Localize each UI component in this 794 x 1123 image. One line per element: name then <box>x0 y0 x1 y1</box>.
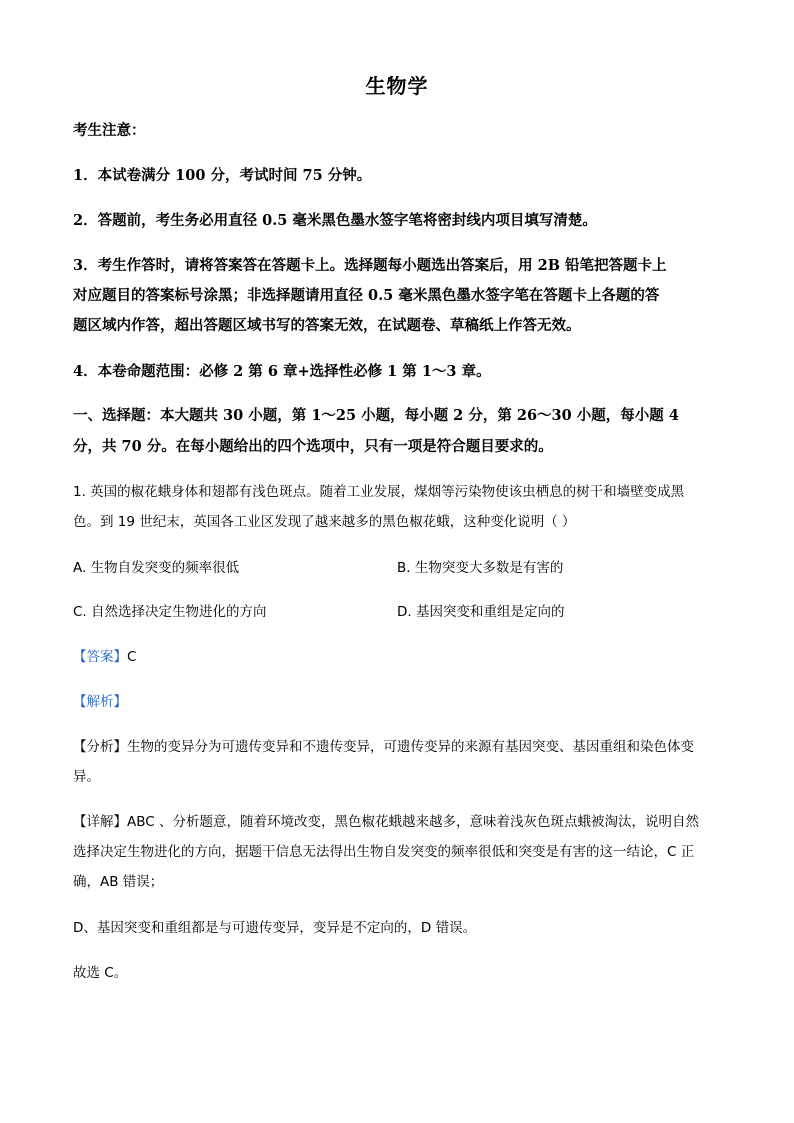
xiangjie-text-1: ABC 、分析题意，随着环境改变，黑色椒花蛾越来越多，意味着浅灰色斑点蛾被淘汰，说明自然 <box>127 814 699 830</box>
xiangjie-line-1 <box>73 812 723 832</box>
section-heading-line-2: 分，共 70 分。在每小题给出的四个选项中，只有一项是符合题目要求的。 <box>73 438 553 455</box>
notice-item-1: 1．本试卷满分 100 分，考试时间 75 分钟。 <box>73 167 372 184</box>
option-d: D. 基因突变和重组是定向的 <box>397 604 565 620</box>
fenxi-line-2: 异。 <box>73 769 100 785</box>
fenxi-line-1 <box>73 737 723 757</box>
notice-item-2: 2．答题前，考生务必用直径 0.5 毫米黑色墨水签字笔将密封线内项目填写清楚。 <box>73 212 597 229</box>
question-stem-line-1: 1. 英国的椒花蛾身体和翅都有浅色斑点。随着工业发展，煤烟等污染物使该虫栖息的树干和墙壁变成黑 <box>73 484 685 500</box>
notice-item-3-line-3: 题区域内作答，超出答题区域书写的答案无效，在试题卷、草稿纸上作答无效。 <box>73 317 581 334</box>
answer-label: 【答案】 <box>73 649 127 665</box>
answer-line <box>73 647 723 667</box>
notice-item-3-line-1: 3．考生作答时，请将答案答在答题卡上。选择题每小题选出答案后，用 2B 铅笔把答题卡上 <box>73 257 667 274</box>
fenxi-label: 【分析】 <box>73 739 127 755</box>
conclusion-line: 故选 C。 <box>73 965 128 981</box>
d-explanation-line: D、基因突变和重组都是与可遗传变异，变异是不定向的，D 错误。 <box>73 920 477 936</box>
option-a: A. 生物自发突变的频率很低 <box>73 560 240 576</box>
notice-heading: 考生注意： <box>73 122 146 139</box>
page-title: 生物学 <box>365 74 429 98</box>
xiangjie-line-2: 选择决定生物进化的方向，据题干信息无法得出生物自发突变的频率很低和突变是有害的这一结论，C 正 <box>73 844 695 860</box>
xiangjie-line-3: 确，AB 错误； <box>73 874 164 890</box>
answer-value: C <box>127 649 137 665</box>
xiangjie-label: 【详解】 <box>73 814 127 830</box>
analysis-label: 【解析】 <box>73 694 127 710</box>
option-c: C. 自然选择决定生物进化的方向 <box>73 604 267 620</box>
fenxi-text-1: 生物的变异分为可遗传变异和不遗传变异，可遗传变异的来源有基因突变、基因重组和染色体变 <box>127 739 694 755</box>
section-heading-line-1: 一、选择题：本大题共 30 小题，第 1～25 小题，每小题 2 分，第 26～30 小题，每小题 4 <box>73 407 679 424</box>
option-b: B. 生物突变大多数是有害的 <box>397 560 564 576</box>
notice-item-4: 4．本卷命题范围：必修 2 第 6 章+选择性必修 1 第 1～3 章。 <box>73 363 491 380</box>
question-stem-line-2: 色。到 19 世纪末，英国各工业区发现了越来越多的黑色椒花蛾，这种变化说明（ ） <box>73 514 576 530</box>
notice-item-3-line-2: 对应题目的答案标号涂黑；非选择题请用直径 0.5 毫米黑色墨水签字笔在答题卡上各题的答 <box>73 287 660 304</box>
